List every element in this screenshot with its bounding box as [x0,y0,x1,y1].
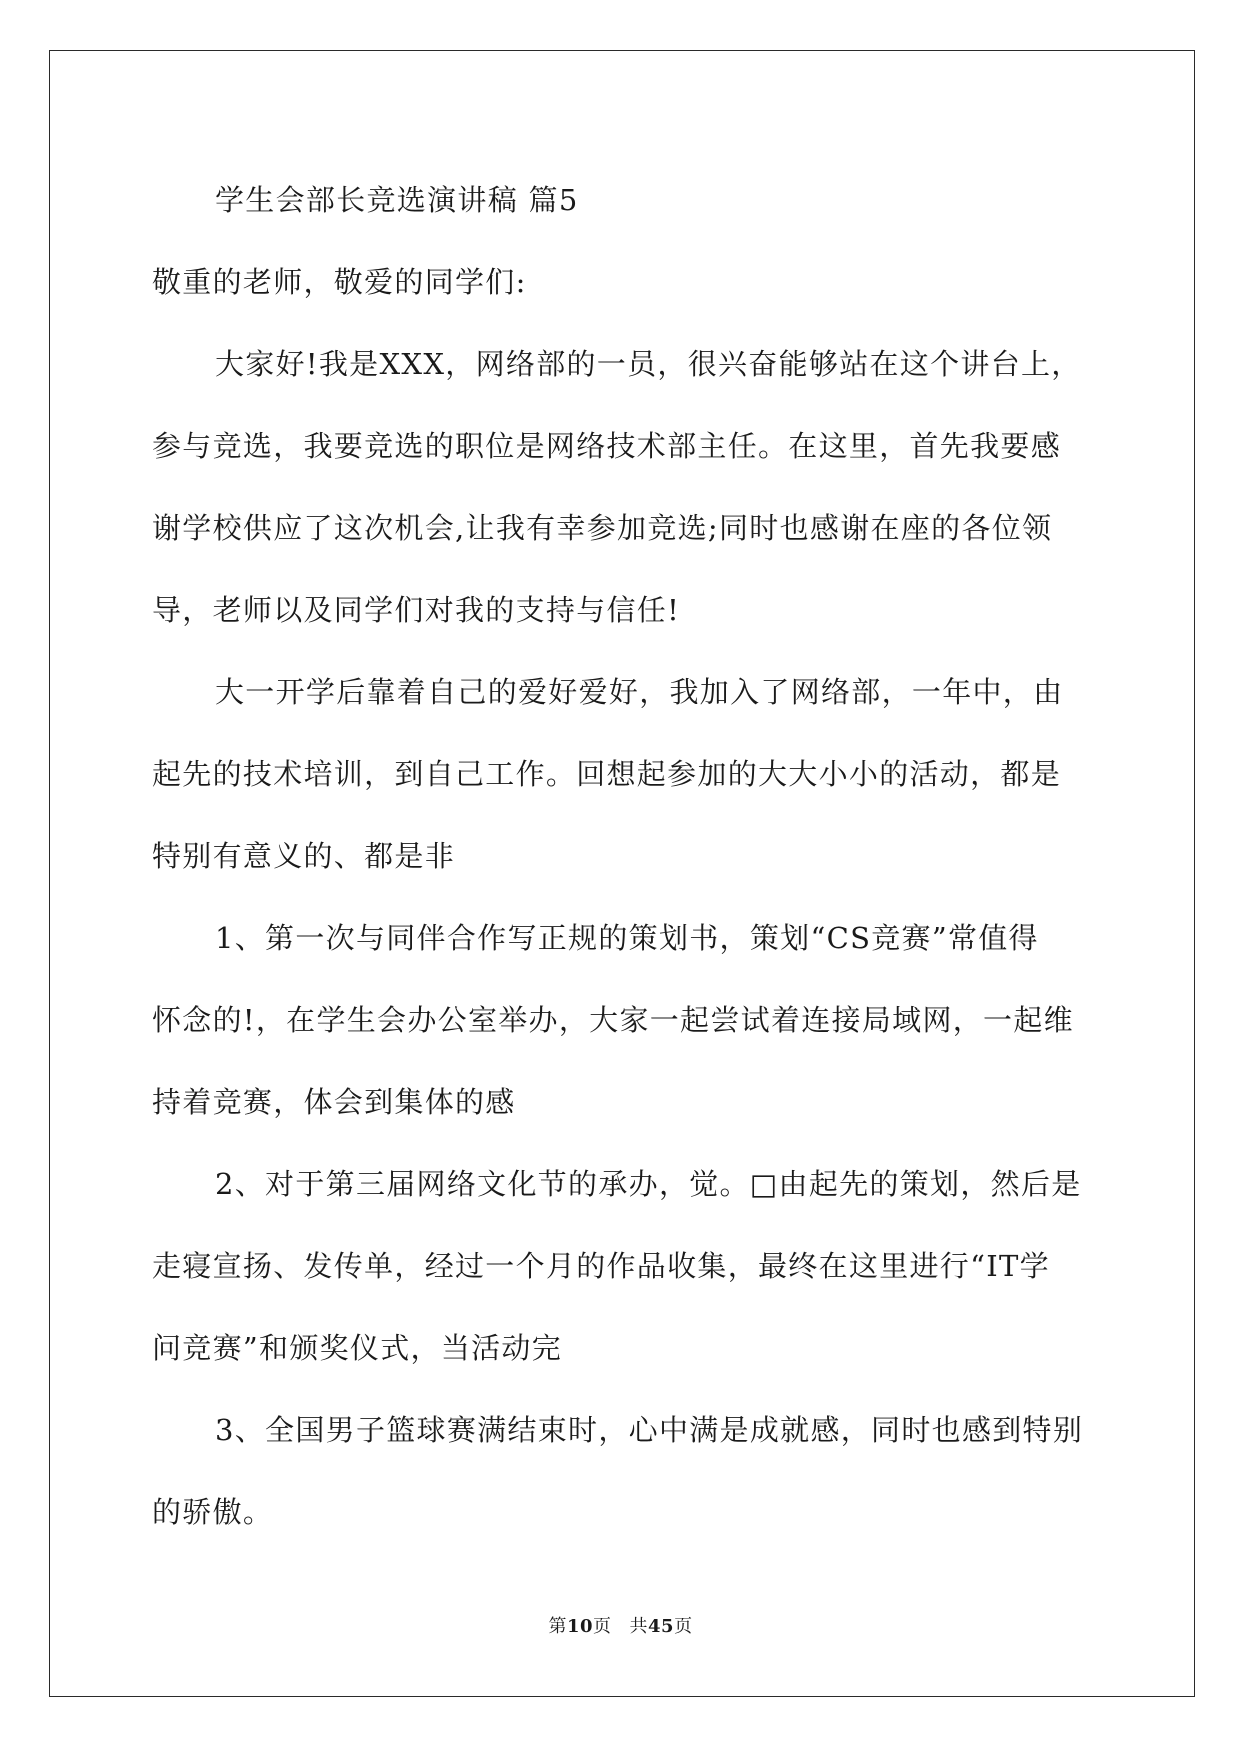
text-line: 的骄傲。 [152,1495,274,1529]
text-line: 特别有意义的、都是非 [152,839,456,873]
text-line: 谢学校供应了这次机会,让我有幸参加竞选;同时也感谢在座的各位领 [152,511,1053,545]
total-suffix: 页 [674,1616,693,1637]
text-line: 敬重的老师，敬爱的同学们: [152,265,527,299]
paragraph-lines [152,241,1092,1553]
page-footer [0,1612,1241,1638]
document-title: 学生会部长竞选演讲稿 篇5 [215,183,579,217]
text-line: 起先的技术培训，到自己工作。回想起参加的大大小小的活动，都是 [152,757,1062,791]
text-line: 3、全国男子篮球赛满结束时，心中满是成就感，同时也感到特别 [215,1413,1084,1447]
text-line: 导，老师以及同学们对我的支持与信任! [152,593,681,627]
text-line: 问竞赛”和颁奖仪式，当活动完 [152,1331,563,1365]
total-pages: 45 [648,1616,675,1637]
text-line: 走寝宣扬、发传单，经过一个月的作品收集，最终在这里进行“IT学 [152,1249,1050,1283]
text-line: 大家好!我是XXX，网络部的一员，很兴奋能够站在这个讲台上， [215,347,1082,381]
text-line: 参与竞选，我要竞选的职位是网络技术部主任。在这里，首先我要感 [152,429,1062,463]
document-body [152,159,1092,1553]
page-suffix: 页 [593,1616,612,1637]
text-line: 怀念的!，在学生会办公室举办，大家一起尝试着连接局域网，一起维 [152,1003,1074,1037]
total-prefix: 共 [629,1616,648,1637]
text-line: 2、对于第三届网络文化节的承办，觉。□由起先的策划，然后是 [215,1167,1082,1201]
text-line: 1、第一次与同伴合作写正规的策划书，策划“CS竞赛”常值得 [215,921,1039,955]
page-number: 10 [566,1616,593,1637]
page-prefix: 第 [548,1616,567,1637]
text-line: 持着竞赛，体会到集体的感 [152,1085,516,1119]
text-line: 大一开学后靠着自己的爱好爱好，我加入了网络部，一年中，由 [215,675,1064,709]
